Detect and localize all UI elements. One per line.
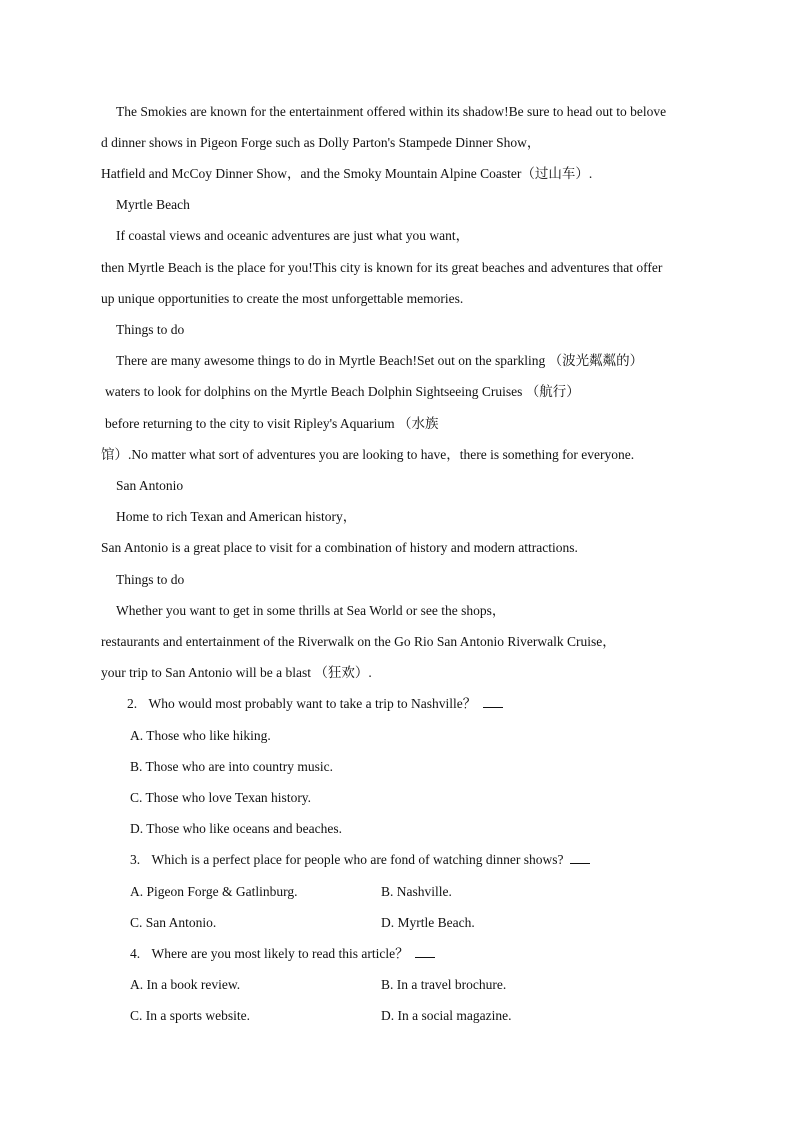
option-b[interactable] [381, 976, 506, 994]
option-letter: D. [381, 915, 395, 930]
passage-line: San Antonio is a great place to visit for a combination of history and modern attractions. [101, 540, 578, 555]
question-text: Where are you most likely to read this article？ [151, 946, 409, 961]
option-text: San Antonio. [145, 915, 217, 930]
answer-blank[interactable] [570, 851, 590, 864]
option-text: Pigeon Forge & Gatlinburg. [146, 884, 298, 899]
question-3 [130, 851, 590, 869]
question-number: 4. [130, 946, 141, 961]
option-text: Those who like hiking. [146, 728, 271, 743]
option-letter: B. [381, 977, 394, 992]
passage-line: The Smokies are known for the entertainment offered within its shadow!Be sure to head out to belove [116, 104, 667, 119]
option-letter: A. [130, 884, 144, 899]
section-heading-myrtle-beach: Myrtle Beach [116, 197, 190, 212]
passage-line: Whether you want to get in some thrills at Sea World or see the shops， [116, 603, 506, 618]
option-d[interactable] [381, 1007, 511, 1025]
option-b[interactable] [381, 883, 452, 901]
option-a[interactable] [130, 727, 271, 745]
option-text: Myrtle Beach. [397, 915, 475, 930]
option-letter: B. [381, 884, 394, 899]
question-number: 3. [130, 852, 141, 867]
option-d[interactable] [130, 820, 342, 838]
passage-line: restaurants and entertainment of the Riverwalk on the Go Rio San Antonio Riverwalk Cruise， [101, 634, 616, 649]
question-number: 2. [127, 696, 138, 711]
option-text: In a social magazine. [397, 1008, 512, 1023]
option-letter: C. [130, 915, 143, 930]
answer-blank[interactable] [415, 945, 435, 958]
question-text: Which is a perfect place for people who are fond of watching dinner shows? [151, 852, 564, 867]
option-d[interactable] [381, 914, 475, 932]
option-text: In a travel brochure. [396, 977, 507, 992]
passage-line: up unique opportunities to create the most unforgettable memories. [101, 291, 464, 306]
passage-line: Home to rich Texan and American history， [116, 509, 357, 524]
option-letter: C. [130, 790, 143, 805]
option-letter: D. [130, 821, 144, 836]
option-text: Those who like oceans and beaches. [146, 821, 342, 836]
question-4 [130, 945, 435, 963]
passage-line: 馆）.No matter what sort of adventures you are looking to have，there is something for everyone. [101, 447, 635, 462]
section-heading-san-antonio: San Antonio [116, 478, 184, 493]
option-letter: B. [130, 759, 143, 774]
section-heading-things-to-do: Things to do [116, 572, 185, 587]
option-c[interactable] [130, 914, 216, 932]
option-letter: C. [130, 1008, 143, 1023]
option-c[interactable] [130, 1007, 250, 1025]
option-a[interactable] [130, 883, 298, 901]
option-a[interactable] [130, 976, 240, 994]
passage-line: d dinner shows in Pigeon Forge such as Dolly Parton's Stampede Dinner Show， [101, 135, 541, 150]
option-text: In a book review. [146, 977, 241, 992]
section-heading-things-to-do: Things to do [116, 322, 185, 337]
passage-line: your trip to San Antonio will be a blast （狂欢）. [101, 665, 372, 680]
option-text: In a sports website. [145, 1008, 250, 1023]
passage-line: If coastal views and oceanic adventures are just what you want， [116, 228, 470, 243]
passage-line: Hatfield and McCoy Dinner Show，and the Smoky Mountain Alpine Coaster（过山车）. [101, 166, 593, 181]
passage-line: waters to look for dolphins on the Myrtle Beach Dolphin Sightseeing Cruises （航行） [105, 384, 580, 399]
option-text: Nashville. [396, 884, 452, 899]
option-text: Those who are into country music. [145, 759, 333, 774]
question-2 [127, 695, 503, 713]
option-b[interactable] [130, 758, 333, 776]
option-c[interactable] [130, 789, 311, 807]
option-text: Those who love Texan history. [145, 790, 312, 805]
passage-line: There are many awesome things to do in Myrtle Beach!Set out on the sparkling （波光粼粼的） [116, 353, 644, 368]
option-letter: D. [381, 1008, 395, 1023]
answer-blank[interactable] [483, 695, 503, 708]
option-letter: A. [130, 728, 144, 743]
passage-line: before returning to the city to visit Ripley's Aquarium （水族 [105, 416, 439, 431]
option-letter: A. [130, 977, 144, 992]
question-text: Who would most probably want to take a trip to Nashville？ [148, 696, 477, 711]
passage-line: then Myrtle Beach is the place for you!This city is known for its great beaches and adventures that offer [101, 260, 663, 275]
